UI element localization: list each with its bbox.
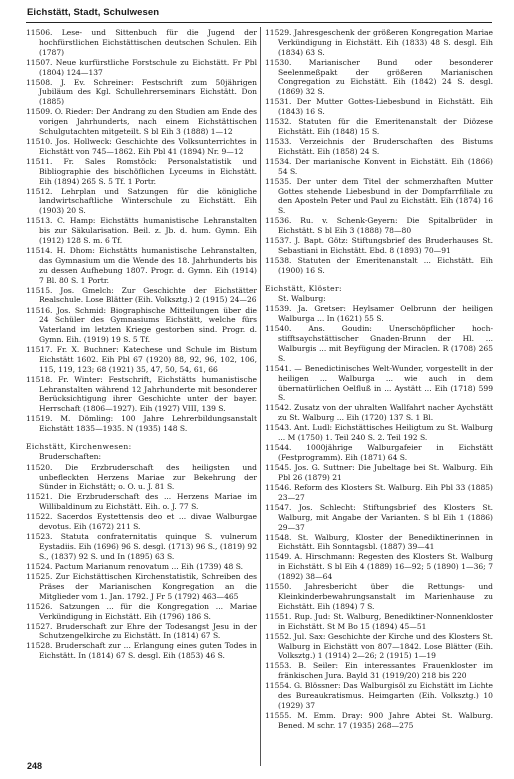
bibliography-entry: 11552. Jul. Sax: Geschichte der Kirche und des Klosters St. Walburg in Eichstätt von 807—1842. Lose Blätter (Eih. Volksztg.) 1 (1914) 2—26; 2 (1915) 1—19 — [265, 631, 493, 661]
bibliography-entry: 11538. Statuten der Emeritenanstalt ... Eichstätt. Eih (1900) 16 S. — [265, 256, 493, 275]
header-rule — [26, 22, 492, 23]
right-column — [265, 28, 493, 731]
bibliography-entry: 11520. Die Erzbruderschaft des heiligsten und unbefleckten Herzens Mariae zur Bekehrung der Sünder in Eichstätt; o. O. u. J. 81 S. — [26, 462, 257, 492]
bibliography-entry: 11527. Bruderschaft zur Ehre der Todesangst Jesu in der Schutzengelkirche zu Eichstätt. In (1814) 67 S. — [26, 621, 257, 641]
bibliography-entry: 11534. Der marianische Konvent in Eichstätt. Eih (1866) 54 S. — [265, 156, 493, 176]
bibliography-entry: 11529. Jahresgeschenk der größeren Kongregation Mariae Verkündigung in Eichstätt. Eih (1833) 48 S. desgl. Eih (1834) 63 S. — [265, 28, 493, 57]
bibliography-entry: 11530. Marianischer Bund oder besonderer Seelenmeßpakt der größeren Marianischen Congregation zu Eichstätt. Eih (1842) 24 S. desgl. (1869) 32 S. — [265, 57, 493, 97]
bibliography-entry: 11546. Reform des Klosters St. Walburg. Eih Pbl 33 (1885) 23—27 — [265, 482, 493, 502]
bibliography-entry: 11509. O. Rieder: Der Andrang zu den Studien am Ende des vorigen Jahrhunderts, nach einem Eichstättischen Schulgutachten mitgeteilt. S bl Eih 3 (1888) 1—12 — [26, 107, 257, 136]
bibliography-entry: 11528. Bruderschaft zur ... Erlangung eines guten Todes in Eichstätt. In (1814) 67 S. desgl. Eih (1853) 46 S. — [26, 641, 257, 661]
bibliography-entry: 11508. J. Ev. Schreiner: Festschrift zum 50jährigen Jubiläum des Kgl. Schullehrerseminars Eichstätt. Don (1885) — [26, 77, 257, 107]
section-title: Eichstätt, Klöster: — [265, 283, 342, 293]
bibliography-entry: 11524. Pactum Marianum renovatum ... Eih (1739) 48 S. — [26, 561, 244, 571]
bibliography-entry: 11523. Statuta confraternitatis quinque S. vulnerum Eystadiis. Eih (1696) 96 S. desgl. (1713) 96 S., (1819) 92 S., (1837) 92 S. und In (1895) 63 S. — [26, 532, 257, 561]
bibliography-entry: 11517. Fr. X. Buchner: Katechese und Schule im Bistum Eichstätt 1602. Eih Pbl 67 (1920) 88, 92, 96, 102, 106, 115, 119, 123; 68 (1921) 35, 47, 50, 54, 61, 66 — [26, 345, 257, 374]
bibliography-entry: 11551. Rup. Jud: St. Walburg, Benediktiner-Nonnenkloster in Eichstätt. St M Bo 15 (1894) 45—51 — [265, 611, 493, 631]
bibliography-entry: 11510. Jos. Hollweck: Geschichte des Volksunterrichtes in Eichstätt von 745—1862. Eih Pbl 41 (1894) Nr. 9—12 — [26, 137, 257, 156]
running-head: Eichstätt, Stadt, Schulwesen — [27, 7, 160, 18]
bibliography-entry: 11518. Fr. Winter: Festschrift, Eichstätts humanistische Lehranstalten während 12 Jahrhunderte mit besonderer Berücksichtigung ihrer Geschichte unter der bayer. Herrschaft (1806—1927). Eih (1927) VIII, 139 S. — [26, 374, 257, 414]
bibliography-entry: 11507. Neue kurfürstliche Forstschule zu Eichstätt. Fr Pbl (1804) 124—137 — [26, 57, 257, 77]
bibliography-entry: 11555. M. Emm. Dray: 900 Jahre Abtei St. Walburg. Bened. M schr. 17 (1935) 268—275 — [265, 711, 493, 730]
bibliography-entry: 11535. Der unter dem Titel der schmerzhaften Mutter Gottes stehende Liebesbund in der Dompfarrfiliale zu den Aposteln Peter und Paul zu Eichstätt. Eih (1874) 16 S. — [265, 176, 493, 216]
bibliography-entry: 11547. Jos. Schlecht: Stiftungsbrief des Klosters St. Walburg, mit Angabe der Varianten. S bl Eih 1 (1886) 29—37 — [265, 502, 493, 532]
bibliography-entry: 11533. Verzeichnis der Bruderschaften des Bistums Eichstätt. Eih (1858) 24 S. — [265, 137, 493, 156]
bibliography-entry: 11516. Jos. Schmid: Biographische Mitteilungen über die 24 Schüler des Gymnasiums Eichstätt, welche fürs Vaterland im letzten Kriege gestorben sind. Progr. d. Gymn. Eih. (1919) 19 S. 5 Tf. — [26, 305, 257, 345]
bibliography-entry: 11548. St. Walburg, Kloster der Benediktinerinnen in Eichstätt. Eih Sonntagsbl. (1887) 39—41 — [265, 532, 493, 552]
bibliography-entry: 11536. Ru. v. Schenk-Geyern: Die Spitalbrüder in Eichstätt. S bl Eih 3 (1888) 78—80 — [265, 216, 493, 236]
bibliography-entry: 11542. Zusatz von der uhralten Wallfahrt nacher Aychstätt zu St. Walburg ... Eih (1720) 137 S. 1 Bl. — [265, 403, 493, 423]
bibliography-entry: 11506. Lese- und Sittenbuch für die Jugend der hochfürstlichen Eichstättischen deutschen Schulen. Eih (1787) — [26, 28, 257, 57]
bibliography-entry: 11543. Ant. Ludl: Eichstättisches Heiligtum zu St. Walburg ... M (1750) 1. Teil 240 S. 2. Teil 192 S. — [265, 423, 493, 443]
bibliography-entry: 11521. Die Erzbruderschaft des ... Herzens Mariae im Willibaldinum zu Eichstätt. Eih. o. J. 77 S. — [26, 492, 257, 512]
bibliography-entry: 11537. J. Bapt. Götz: Stiftungsbrief des Bruderhauses St. Sebastiani in Eichstätt. Ebd. 8 (1893) 70—91 — [265, 236, 493, 256]
section-subtitle: Bruderschaften: — [39, 451, 102, 461]
bibliography-entry: 11514. H. Dhom: Eichstätts humanistische Lehranstalten, das Gymnasium um die Wende des 18. Jahrhunderts bis zu dessen Aufhebung 1807. Progr. d. Gymn. Eih (1914) 7 Bl. 80 S. 1 Portr. — [26, 246, 257, 285]
bibliography-entry: 11532. Statuten für die Emeritenanstalt der Diözese Eichstätt. Eih (1848) 15 S. — [265, 117, 493, 136]
bibliography-entry: 11522. Sacerdos Eystettensis deo et ... divae Walburgae devotus. Eih (1672) 211 S. — [26, 512, 257, 532]
bibliography-entry: 11539. Ja. Gretser: Heylsamer Oelbrunn der heiligen Walburga ... In (1621) 55 S. — [265, 304, 493, 324]
bibliography-entry: 11549. A. Hirschmann: Regesten des Klosters St. Walburg in Eichstätt. S bl Eih 4 (1889) 16—92; 5 (1890) 1—36; 7 (1892) 38—64 — [265, 552, 493, 582]
bibliography-entry: 11554. G. Blössner: Das Walburgisöl zu Eichstätt im Lichte des Bureaukratismus. Heimgarten (Eih. Volksztg.) 10 (1929) 37 — [265, 681, 493, 711]
left-column — [26, 28, 257, 661]
bibliography-entry: 11540. Ans. Goudin: Unerschöpflicher hoch-stifftsaychstättischer Gnaden-Brunn der Hl. ... Walburgis ... mit Beyfügung der Miraclen. R (1708) 265 S. — [265, 324, 493, 363]
bibliography-entry: 11511. Fr. Sales Romstöck: Personalstatistik und Bibliographie des bischöflichen Lyceums in Eichstätt. Eih (1894) 265 S. 5 Tf. 1 Portr. — [26, 156, 257, 186]
bibliography-entry: 11545. Jos. G. Suttner: Die Jubeltage bei St. Walburg. Eih Pbl 26 (1879) 21 — [265, 463, 493, 482]
bibliography-entry: 11526. Satzungen ... für die Kongregation ... Mariae Verkündigung in Eichstätt. Eih (1796) 186 S. — [26, 601, 257, 621]
column-divider — [260, 27, 261, 766]
bibliography-entry: 11544. 1000jährige Walburgafeier in Eichstätt (Festprogramm). Eih (1871) 64 S. — [265, 443, 493, 463]
section-title: Eichstätt, Kirchenwesen: — [26, 442, 132, 452]
bibliography-entry: 11512. Lehrplan und Satzungen für die königliche landwirtschaftliche Winterschule zu Eichstätt. Eih (1903) 20 S. — [26, 186, 257, 216]
bibliography-entry: 11513. C. Hamp: Eichstätts humanistische Lehranstalten bis zur Säkularisation. Beil. z. Jb. d. hum. Gymn. Eih (1912) 128 S. m. 6 Tf. — [26, 216, 257, 246]
bibliography-entry: 11515. Jos. Gmelch: Zur Geschichte der Eichstätter Realschule. Lose Blätter (Eih. Volksztg.) 2 (1915) 24—26 — [26, 285, 257, 305]
bibliography-entry: 11553. B. Seiler: Ein interessantes Frauenkloster im fränkischen Jura. Bayld 31 (1919/20) 218 bis 220 — [265, 661, 493, 681]
bibliography-entry: 11531. Der Mutter Gottes-Liebesbund in Eichstätt. Eih (1843) 16 S. — [265, 97, 493, 117]
section-subtitle: St. Walburg: — [278, 293, 326, 303]
bibliography-entry: 11550. Jahresbericht über die Rettungs- und Kleinkinderbewahrungsanstalt im Marienhause zu Eichstätt. Eih (1894) 7 S. — [265, 582, 493, 611]
bibliography-entry: 11519. M. Dömling: 100 Jahre Lehrerbildungsanstalt Eichstätt 1835—1935. N (1935) 148 S. — [26, 414, 257, 434]
page-number: 248 — [27, 761, 43, 771]
bibliography-entry: 11525. Zur Eichstättischen Kirchenstatistik, Schreiben des Präses der Marianischen Kongregation an die Mitglieder vom 1. Jan. 1792. J Fr 5 (1792) 463—465 — [26, 571, 257, 601]
bibliography-entry: 11541. — Benedictinisches Welt-Wunder, vorgestellt in der heiligen ... Walburga ... wie auch in dem übernatürlichen Oelfluß in ... Aystätt ... Eih (1718) 599 S. — [265, 363, 493, 403]
